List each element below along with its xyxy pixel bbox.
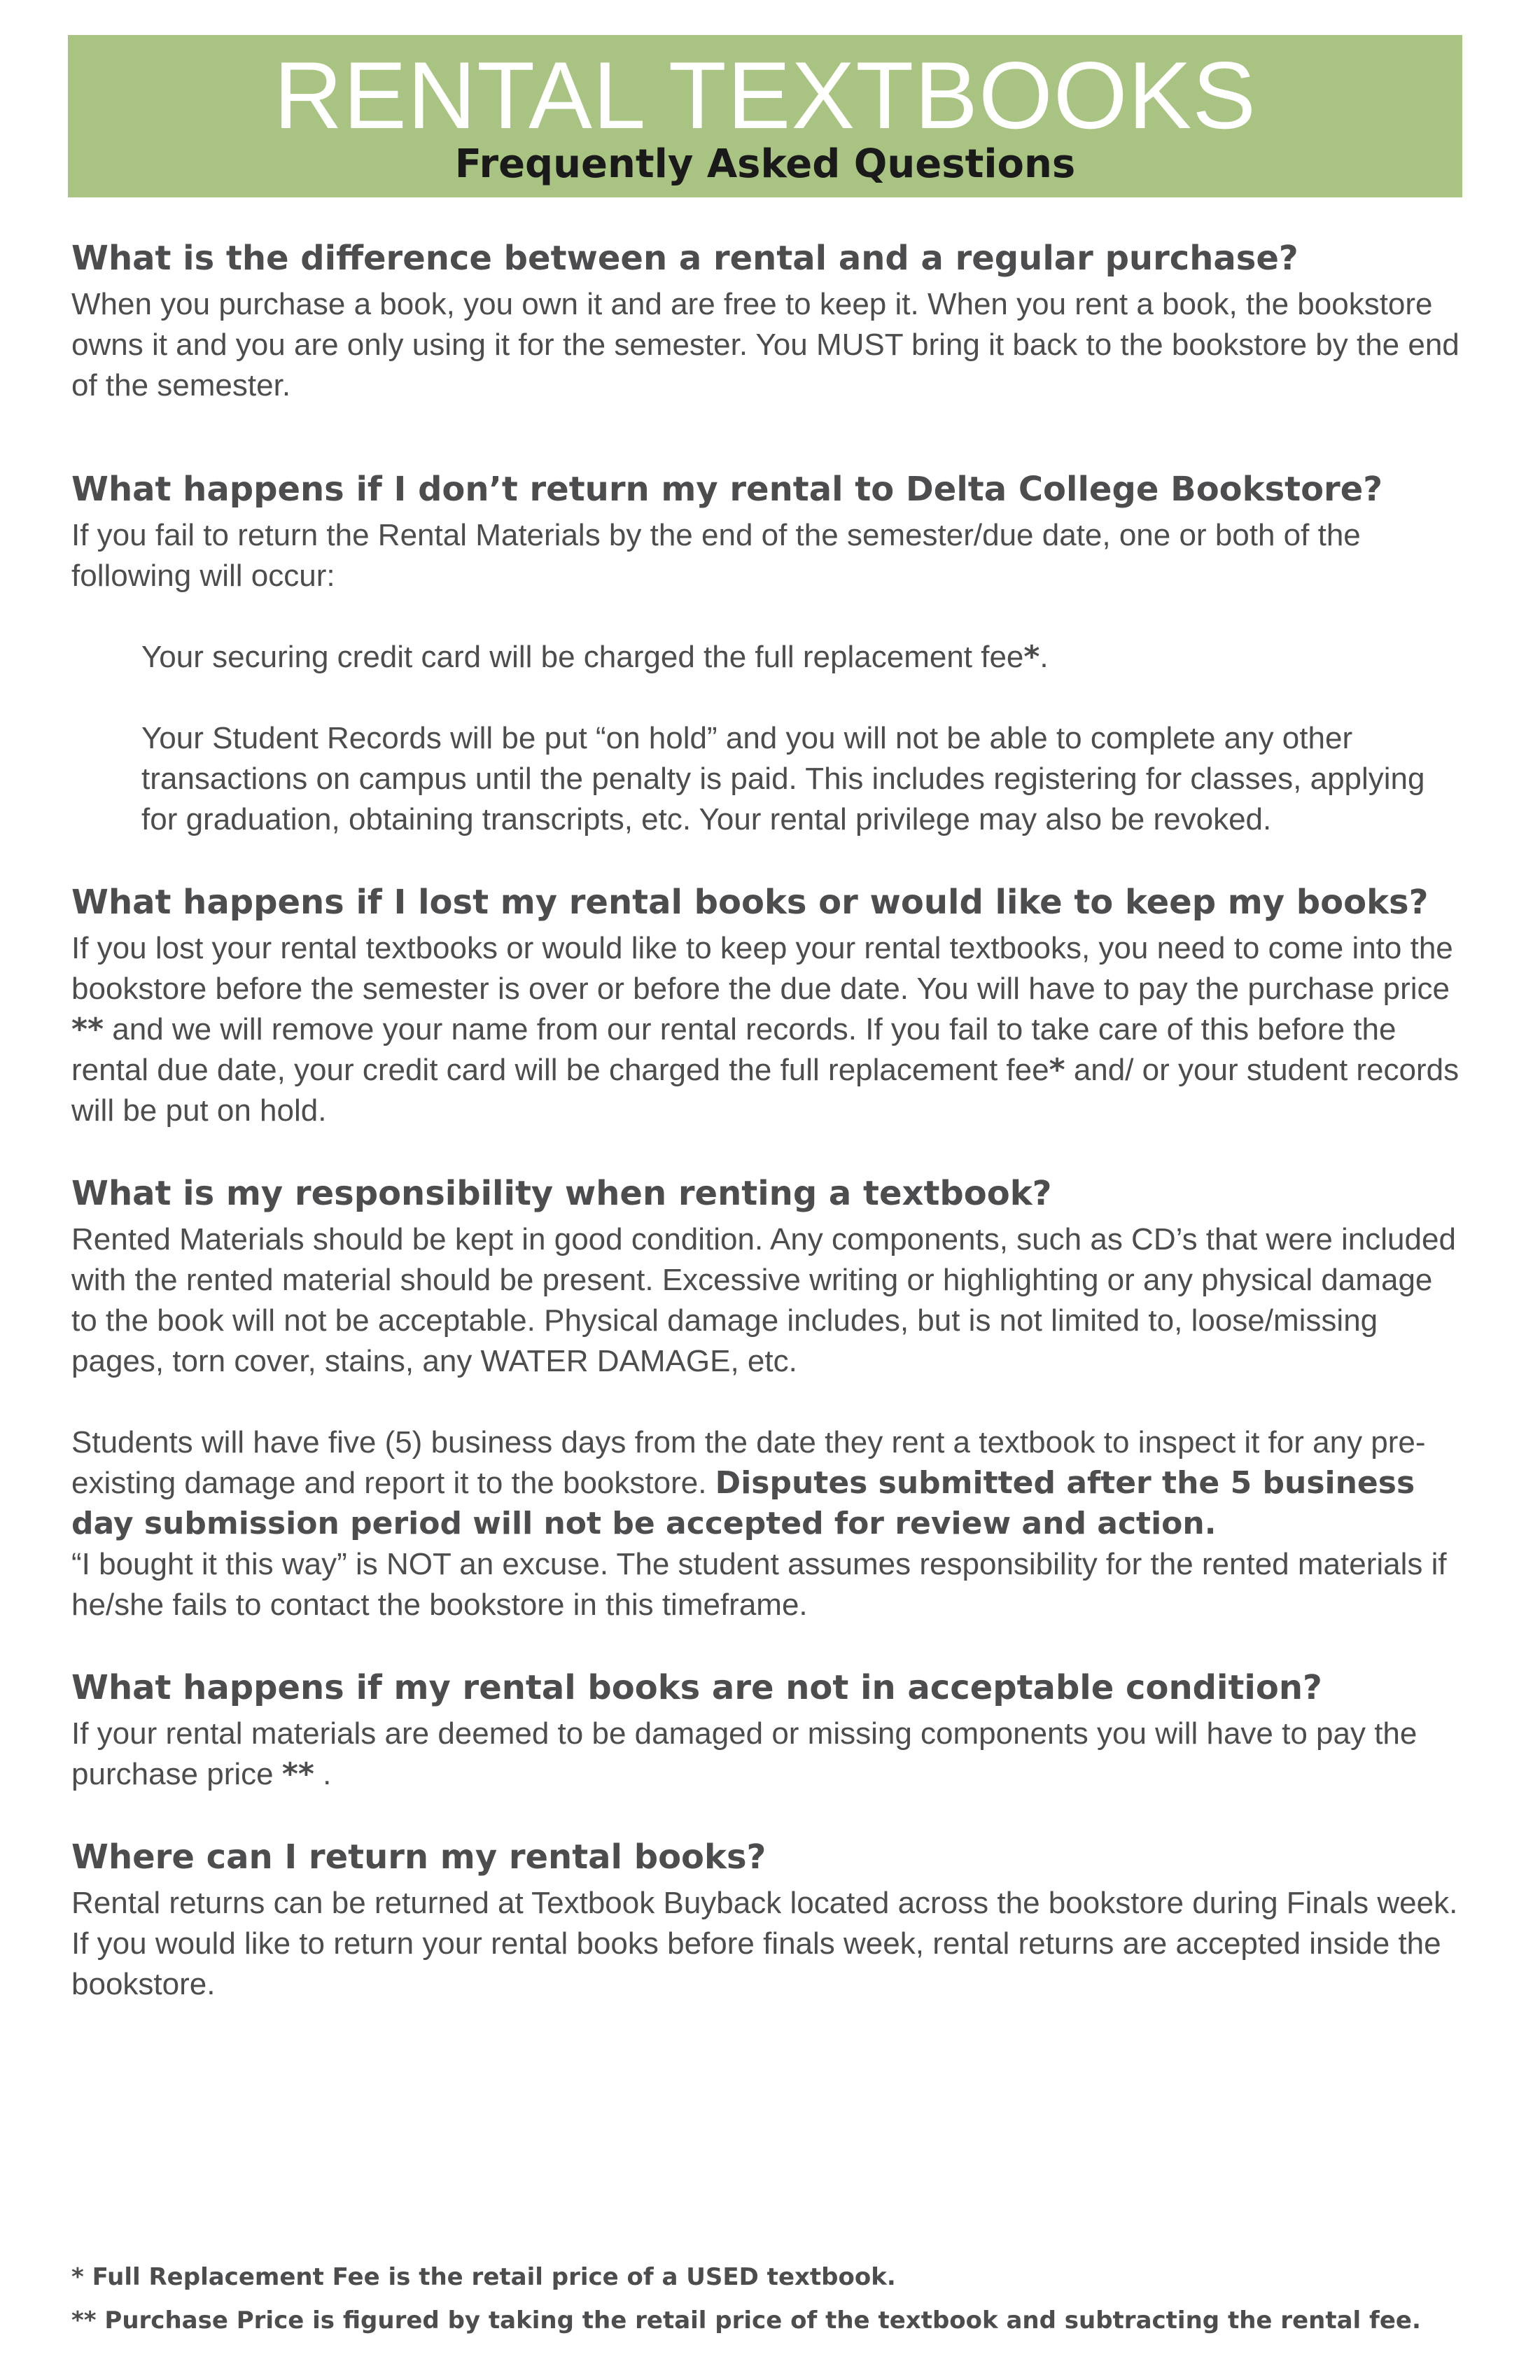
faq-answer: When you purchase a book, you own it and are free to keep it. When you rent a book, the bookstore owns it and you are only using it for the semester. You MUST bring it back to the bookstore by the end of the semester.: [71, 287, 1460, 402]
faq-answer: [71, 1714, 1464, 1795]
faq-question: What happens if my rental books are not in acceptable condition?: [71, 1668, 1322, 1707]
faq-section-where-return: [71, 1835, 1464, 2005]
footnote-marker: **: [281, 1756, 314, 1792]
answer-text: and we will remove your name from our rental records. If you fail to take care of this before the rental due date, your credit card will be charged the full replacement fee: [71, 1012, 1396, 1087]
faq-section-lost-books: [71, 881, 1464, 1131]
answer-text: If you lost your rental textbooks or would like to keep your rental textbooks, you need to come into the bookstore before the semester is over or before the due date. You will have to pay the purchase price: [71, 931, 1453, 1006]
faq-question: What happens if I don’t return my rental to Delta College Bookstore?: [71, 470, 1383, 509]
answer-text: Students will have five (5) business days from the date they rent a textbook to inspect it for any pre-existing damage and report it to the bookstore.: [71, 1425, 1426, 1500]
faq-answer: “I bought it this way” is NOT an excuse. The student assumes responsibility for the rented materials if he/she fails to contact the bookstore in this timeframe.: [71, 1547, 1447, 1622]
footnote-replacement-fee: * Full Replacement Fee is the retail price of a USED textbook.: [71, 2263, 896, 2291]
faq-section-condition: [71, 1666, 1464, 1795]
page-title: RENTAL TEXTBOOKS: [273, 42, 1257, 148]
header-banner: [68, 35, 1462, 197]
faq-section-difference: [71, 237, 1464, 406]
answer-text: and/ or your student records will be put on hold.: [71, 1053, 1460, 1128]
faq-question: What happens if I lost my rental books or would like to keep my books?: [71, 883, 1429, 922]
footnote-marker: *: [1023, 639, 1040, 675]
footnote-marker: *: [1049, 1052, 1065, 1088]
faq-answer: [71, 928, 1464, 1131]
faq-answer: [71, 1422, 1464, 1544]
answer-text: If your rental materials are deemed to be damaged or missing components you will have to pay the purchase price: [71, 1716, 1418, 1791]
footnote-marker: **: [71, 1011, 104, 1047]
faq-question: Where can I return my rental books?: [71, 1837, 766, 1877]
faq-answer: Rental returns can be returned at Textbook Buyback located across the bookstore during Finals week. If you would like to return your rental books before finals week, rental returns are accepted inside the bookstore.: [71, 1886, 1458, 2001]
faq-section-not-return: [71, 468, 1464, 840]
faq-question: What is my responsibility when renting a textbook?: [71, 1174, 1052, 1213]
faq-answer: If you fail to return the Rental Materials by the end of the semester/due date, one or both of the following will occur:: [71, 518, 1361, 593]
faq-question: What is the difference between a rental and a regular purchase?: [71, 239, 1298, 278]
consequence-text: Your securing credit card will be charged the full replacement fee: [141, 640, 1024, 674]
footnotes: [71, 2255, 1471, 2342]
answer-text: .: [314, 1757, 332, 1791]
consequence-item: Your Student Records will be put “on hold” and you will not be able to complete any other transactions on campus until the penalty is paid. This includes registering for classes, applying for graduation, obtaining transcripts, etc. Your rental privilege may also be revoked.: [141, 721, 1425, 836]
page-subtitle: Frequently Asked Questions: [454, 141, 1076, 187]
faq-section-responsibility: [71, 1172, 1464, 1625]
consequence-end: .: [1040, 640, 1049, 674]
consequence-item: [141, 637, 1464, 678]
faq-answer: Rented Materials should be kept in good condition. Any components, such as CD’s that were included with the rented material should be present. Excessive writing or highlighting or any physical damage to the book will not be acceptable. Physical damage includes, but is not limited to, loose/missing pages, torn cover, stains, any WATER DAMAGE, etc.: [71, 1222, 1456, 1378]
footnote-purchase-price: ** Purchase Price is figured by taking the retail price of the textbook and subtracting the rental fee.: [71, 2306, 1421, 2334]
faq-content: [71, 237, 1464, 2005]
disputes-notice: Disputes submitted after the 5 business day submission period will not be accepted for review and action.: [71, 1465, 1415, 1541]
